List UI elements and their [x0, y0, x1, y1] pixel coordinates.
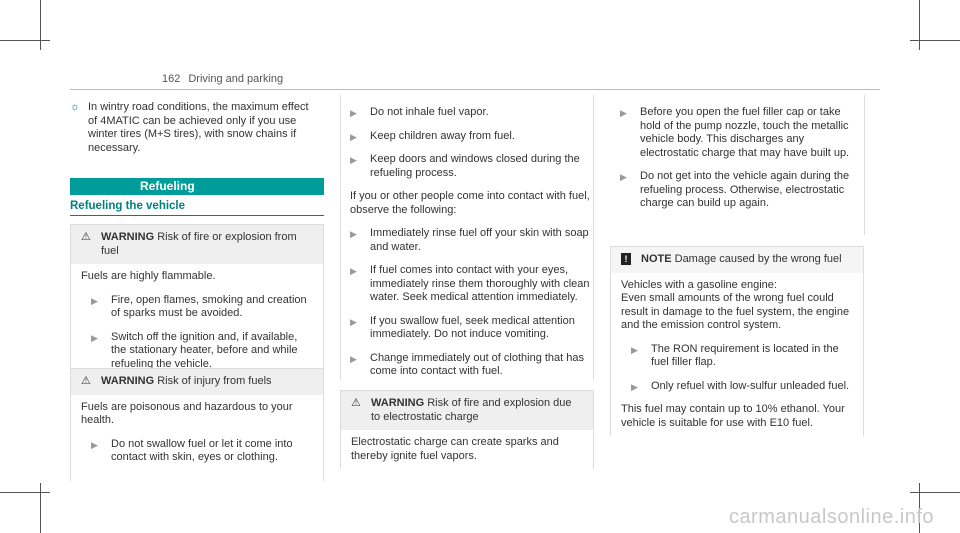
lightbulb-icon: ☼	[70, 101, 81, 113]
warning-box-injury	[70, 368, 324, 481]
warning-icon: ⚠	[81, 375, 91, 387]
arrow-icon: ▶	[620, 172, 627, 182]
list-item: ▶ If fuel comes into contact with your eyes, immediately rinse them thoroughly with clean water. Seek medical attention immediately.	[350, 264, 590, 303]
warning-intro: Fuels are poisonous and hazardous to your health.	[81, 400, 293, 426]
arrow-icon: ▶	[620, 108, 627, 118]
warning-label: WARNING	[101, 231, 155, 243]
column-3	[610, 96, 864, 221]
list-item: ▶ Keep doors and windows closed during the refueling process.	[350, 153, 580, 179]
warning-intro: Fuels are highly flammable.	[81, 270, 216, 282]
list-item: ▶ If you swallow fuel, seek medical attention immediately. Do not induce vomiting.	[350, 314, 575, 340]
arrow-icon: ▶	[91, 295, 98, 306]
page-header	[162, 73, 283, 85]
arrow-icon: ▶	[350, 316, 357, 327]
tip-note	[70, 101, 320, 155]
arrow-icon: ▶	[350, 155, 357, 165]
page-number: 162	[162, 73, 181, 85]
arrow-icon: ▶	[631, 381, 638, 392]
note-label: NOTE	[641, 253, 672, 265]
warning-icon: ⚠	[351, 397, 361, 409]
list-item: ▶ Only refuel with low-sulfur unleaded fuel.	[621, 380, 853, 394]
section-name: Driving and parking	[188, 73, 284, 85]
warning-title: Risk of fire and explosion due to electrostatic charge	[371, 397, 572, 423]
warning-body: Electrostatic charge can create sparks and thereby ignite fuel vapors.	[351, 436, 559, 462]
warning-label: WARNING	[101, 375, 155, 387]
crop-mark	[40, 483, 41, 533]
arrow-icon: ▶	[350, 108, 357, 118]
column-2	[340, 96, 594, 389]
arrow-icon: ▶	[350, 353, 357, 364]
list-item: ▶ The RON requirement is located in the fuel filler flap.	[631, 342, 839, 368]
crop-mark	[919, 0, 920, 50]
arrow-icon: ▶	[350, 266, 357, 276]
arrow-icon: ▶	[350, 131, 357, 142]
note-title: Damage caused by the wrong fuel	[674, 253, 842, 265]
arrow-icon: ▶	[350, 229, 357, 239]
list-item: ▶ Keep children away from fuel.	[340, 130, 594, 144]
list-item: ▶ Do not get into the vehicle again during the refueling process. Otherwise, electrostatic charge can build up again.	[620, 170, 850, 209]
tip-text: In wintry road conditions, the maximum effect of 4MATIC can be achieved only if you use winter tires (M+S tires), with snow chains if necessary.	[88, 101, 309, 154]
crop-mark	[0, 40, 50, 41]
list-item: ▶ Before you open the fuel filler cap or take hold of the pump nozzle, touch the metallic vehicle body. This discharges any electrostatic charge that may have built up.	[620, 106, 850, 159]
arrow-icon: ▶	[91, 439, 98, 450]
note-text: Even small amounts of the wrong fuel could result in damage to the fuel system, the engine and the emission control system.	[621, 292, 850, 331]
crop-mark	[0, 492, 50, 493]
note-box	[610, 246, 864, 436]
crop-mark	[910, 40, 960, 41]
list-item: ▶ Fire, open flames, smoking and creation of sparks must be avoided.	[91, 293, 307, 319]
warning-title: Risk of injury from fuels	[157, 375, 272, 387]
warning-title: Risk of fire or explosion from fuel	[101, 231, 297, 257]
watermark: carmanualsonline.info	[728, 506, 934, 528]
list-item: ▶ Do not inhale fuel vapor.	[340, 106, 594, 120]
paragraph: If you or other people come into contact with fuel, observe the following:	[350, 190, 590, 216]
arrow-icon: ▶	[91, 332, 98, 343]
warning-box-electrostatic	[340, 390, 594, 469]
list-item: ▶ Change immediately out of clothing that has come into contact with fuel.	[350, 351, 585, 377]
header-rule	[70, 89, 880, 90]
note-text: Vehicles with a gasoline engine:	[621, 278, 777, 291]
notice-icon: !	[621, 253, 631, 265]
warning-box-fire	[70, 224, 324, 388]
list-item: ▶ Switch off the ignition and, if available, the stationary heater, before and while refueling the vehicle.	[91, 330, 298, 370]
section-title: Refueling	[70, 178, 324, 195]
arrow-icon: ▶	[631, 344, 638, 355]
subsection-title: Refueling the vehicle	[70, 200, 324, 216]
crop-mark	[40, 0, 41, 50]
list-item: ▶ Immediately rinse fuel off your skin with soap and water.	[350, 227, 589, 253]
warning-label: WARNING	[371, 397, 425, 409]
note-footer: This fuel may contain up to 10% ethanol. Your vehicle is suitable for use with E10 fuel.	[621, 403, 845, 429]
warning-icon: ⚠	[81, 231, 91, 243]
list-item: ▶ Do not swallow fuel or let it come into contact with skin, eyes or clothing.	[91, 437, 293, 463]
crop-mark	[910, 492, 960, 493]
